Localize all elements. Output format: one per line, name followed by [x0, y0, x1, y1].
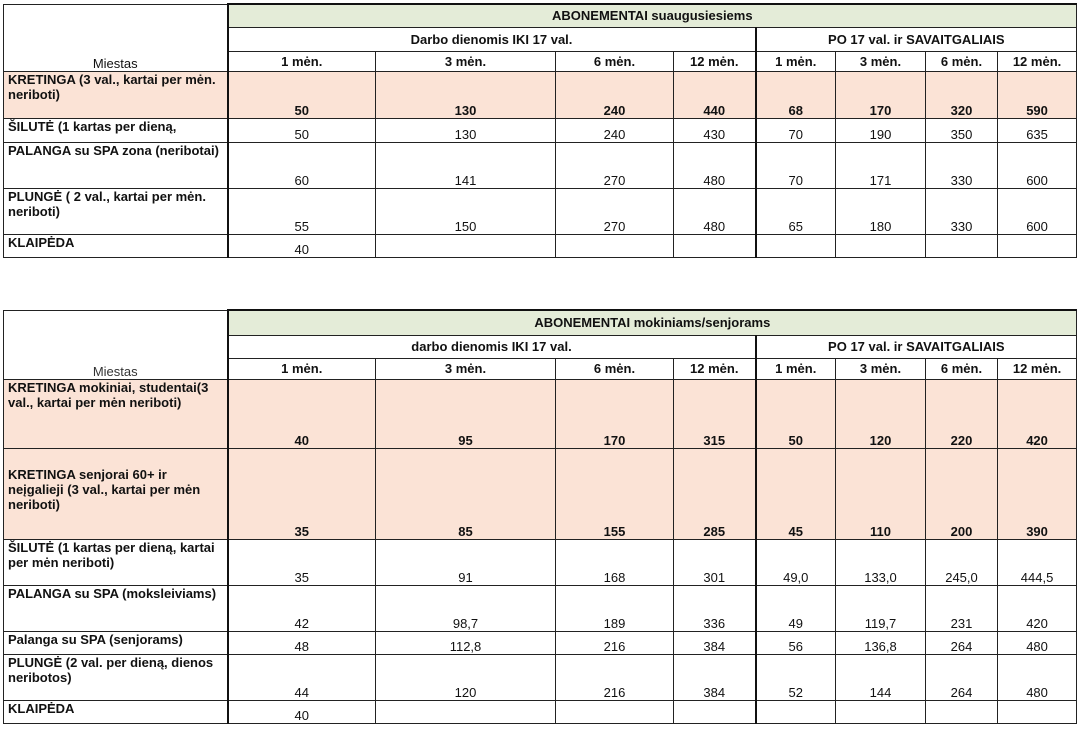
weekday-group-header: darbo dienomis IKI 17 val.: [228, 335, 756, 358]
month-3-header: 3 mėn.: [836, 358, 926, 379]
city-column-header: Miestas: [4, 310, 228, 379]
price-cell: 50: [228, 118, 376, 142]
price-cell: 120: [376, 654, 556, 700]
price-cell: 240: [556, 118, 674, 142]
price-cell: 120: [836, 379, 926, 448]
table-row: [4, 631, 1077, 654]
price-cell: 320: [926, 71, 998, 118]
price-cell: 350: [926, 118, 998, 142]
price-cell: 95: [376, 379, 556, 448]
price-cell: 141: [376, 142, 556, 188]
price-cell: 48: [228, 631, 376, 654]
price-cell: 70: [756, 142, 836, 188]
price-cell: 330: [926, 142, 998, 188]
city-name: Palanga su SPA (senjorams): [4, 631, 228, 654]
table-row: [4, 379, 1077, 448]
price-cell: 44: [228, 654, 376, 700]
price-cell: 390: [998, 448, 1077, 539]
price-cell: 590: [998, 71, 1077, 118]
students-seniors-subscription-table: [3, 309, 1077, 724]
price-cell: [556, 700, 674, 723]
table-title: ABONEMENTAI mokiniams/senjorams: [228, 310, 1077, 335]
price-cell: 133,0: [836, 539, 926, 585]
weekday-group-header: Darbo dienomis IKI 17 val.: [228, 27, 756, 51]
city-name: ŠILUTĖ (1 kartas per dieną, kartai per mėn neriboti): [4, 539, 228, 585]
price-cell: 170: [836, 71, 926, 118]
price-cell: [998, 234, 1077, 257]
city-name: PLUNGĖ ( 2 val., kartai per mėn. neriboti): [4, 188, 228, 234]
price-cell: 216: [556, 631, 674, 654]
price-cell: 444,5: [998, 539, 1077, 585]
price-cell: 336: [674, 585, 756, 631]
month-12-header: 12 mėn.: [998, 51, 1077, 71]
price-cell: 91: [376, 539, 556, 585]
month-1-header: 1 mėn.: [228, 358, 376, 379]
price-cell: 119,7: [836, 585, 926, 631]
price-cell: [756, 234, 836, 257]
price-cell: 220: [926, 379, 998, 448]
price-cell: 49,0: [756, 539, 836, 585]
price-cell: 112,8: [376, 631, 556, 654]
price-cell: 480: [998, 631, 1077, 654]
price-cell: 430: [674, 118, 756, 142]
price-cell: 52: [756, 654, 836, 700]
price-cell: [836, 234, 926, 257]
price-cell: [674, 234, 756, 257]
price-cell: 42: [228, 585, 376, 631]
table-row: [4, 71, 1077, 118]
price-cell: 480: [998, 654, 1077, 700]
price-cell: 480: [674, 142, 756, 188]
table-title: ABONEMENTAI suaugusiesiems: [228, 4, 1077, 27]
price-cell: [998, 700, 1077, 723]
table-row: [4, 188, 1077, 234]
price-cell: 55: [228, 188, 376, 234]
city-name: ŠILUTĖ (1 kartas per dieną,: [4, 118, 228, 142]
month-1-header: 1 mėn.: [228, 51, 376, 71]
price-cell: 35: [228, 539, 376, 585]
price-cell: [756, 700, 836, 723]
price-cell: 56: [756, 631, 836, 654]
month-6-header: 6 mėn.: [926, 358, 998, 379]
evening-weekend-group-header: PO 17 val. ir SAVAITGALIAIS: [756, 27, 1077, 51]
price-cell: 245,0: [926, 539, 998, 585]
city-name: PALANGA su SPA (moksleiviams): [4, 585, 228, 631]
price-cell: 240: [556, 71, 674, 118]
table-row: [4, 234, 1077, 257]
price-cell: 171: [836, 142, 926, 188]
price-cell: 49: [756, 585, 836, 631]
price-cell: 68: [756, 71, 836, 118]
price-cell: 136,8: [836, 631, 926, 654]
table-row: [4, 700, 1077, 723]
table-row: [4, 142, 1077, 188]
price-cell: 420: [998, 585, 1077, 631]
city-name: KLAIPĖDA: [4, 700, 228, 723]
table-row: [4, 448, 1077, 539]
city-column-header: Miestas: [4, 4, 228, 71]
price-cell: 270: [556, 188, 674, 234]
month-3-header: 3 mėn.: [376, 358, 556, 379]
month-6-header: 6 mėn.: [926, 51, 998, 71]
price-cell: 144: [836, 654, 926, 700]
price-cell: 35: [228, 448, 376, 539]
price-cell: 50: [228, 71, 376, 118]
price-cell: 150: [376, 188, 556, 234]
city-name: KRETINGA (3 val., kartai per mėn. neriboti): [4, 71, 228, 118]
price-cell: 130: [376, 118, 556, 142]
price-cell: 45: [756, 448, 836, 539]
price-cell: [376, 700, 556, 723]
price-cell: 264: [926, 631, 998, 654]
price-cell: 40: [228, 379, 376, 448]
price-cell: 330: [926, 188, 998, 234]
price-cell: 264: [926, 654, 998, 700]
price-cell: 70: [756, 118, 836, 142]
price-cell: 168: [556, 539, 674, 585]
price-cell: 40: [228, 700, 376, 723]
table-row: [4, 654, 1077, 700]
price-cell: 200: [926, 448, 998, 539]
price-cell: 216: [556, 654, 674, 700]
price-cell: 480: [674, 188, 756, 234]
city-name: KRETINGA senjorai 60+ ir neįgalieji (3 val., kartai per mėn neriboti): [4, 448, 228, 539]
city-name: PALANGA su SPA zona (neribotai): [4, 142, 228, 188]
price-cell: 65: [756, 188, 836, 234]
price-cell: [674, 700, 756, 723]
month-1-header: 1 mėn.: [756, 51, 836, 71]
price-cell: 384: [674, 654, 756, 700]
price-cell: 270: [556, 142, 674, 188]
price-cell: [376, 234, 556, 257]
price-cell: 50: [756, 379, 836, 448]
price-cell: 600: [998, 188, 1077, 234]
price-cell: 40: [228, 234, 376, 257]
month-6-header: 6 mėn.: [556, 358, 674, 379]
table-row: [4, 585, 1077, 631]
price-cell: 285: [674, 448, 756, 539]
table-row: [4, 118, 1077, 142]
price-cell: 155: [556, 448, 674, 539]
price-cell: 600: [998, 142, 1077, 188]
table-row: [4, 539, 1077, 585]
price-cell: 384: [674, 631, 756, 654]
price-cell: 98,7: [376, 585, 556, 631]
price-cell: 190: [836, 118, 926, 142]
price-cell: [926, 700, 998, 723]
price-cell: 180: [836, 188, 926, 234]
price-cell: [556, 234, 674, 257]
price-cell: 440: [674, 71, 756, 118]
month-1-header: 1 mėn.: [756, 358, 836, 379]
price-cell: 110: [836, 448, 926, 539]
evening-weekend-group-header: PO 17 val. ir SAVAITGALIAIS: [756, 335, 1077, 358]
price-cell: [836, 700, 926, 723]
price-cell: 189: [556, 585, 674, 631]
month-6-header: 6 mėn.: [556, 51, 674, 71]
price-cell: 130: [376, 71, 556, 118]
adults-subscription-table: [3, 3, 1077, 258]
price-cell: 420: [998, 379, 1077, 448]
city-name: PLUNGĖ (2 val. per dieną, dienos neribotos): [4, 654, 228, 700]
price-cell: 60: [228, 142, 376, 188]
city-name: KRETINGA mokiniai, studentai(3 val., kartai per mėn neriboti): [4, 379, 228, 448]
month-12-header: 12 mėn.: [674, 51, 756, 71]
price-cell: 301: [674, 539, 756, 585]
price-cell: 85: [376, 448, 556, 539]
price-cell: 315: [674, 379, 756, 448]
price-cell: [926, 234, 998, 257]
month-12-header: 12 mėn.: [674, 358, 756, 379]
month-3-header: 3 mėn.: [836, 51, 926, 71]
month-3-header: 3 mėn.: [376, 51, 556, 71]
city-name: KLAIPĖDA: [4, 234, 228, 257]
month-12-header: 12 mėn.: [998, 358, 1077, 379]
price-cell: 231: [926, 585, 998, 631]
price-cell: 170: [556, 379, 674, 448]
price-cell: 635: [998, 118, 1077, 142]
